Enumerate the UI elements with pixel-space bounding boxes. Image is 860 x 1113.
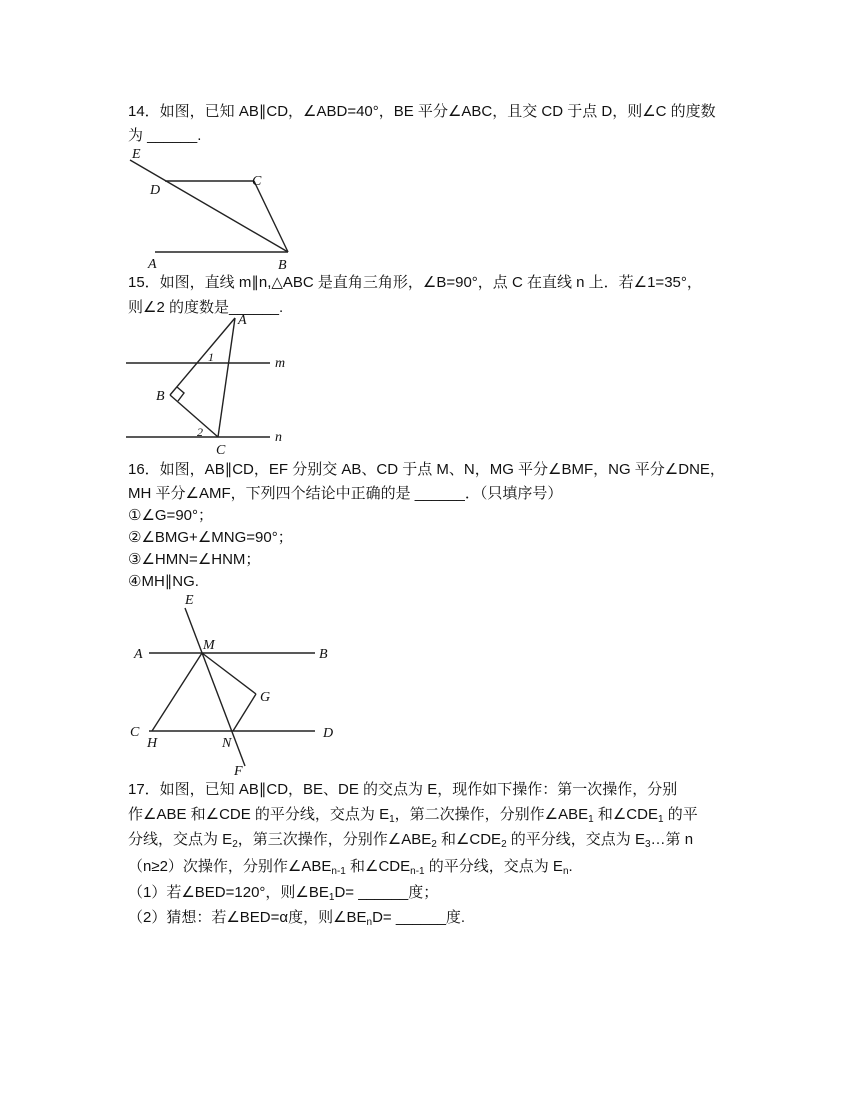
q14-figure	[120, 142, 310, 272]
q17-text-line4: （n≥2）次操作，分别作$\angle ABE_{n-1}$ 和$\angle CDE_{n-1}$ 的平分线，交点为 $E_n$.	[128, 858, 573, 877]
q14-label-C: C	[252, 174, 262, 189]
q15-figure	[120, 310, 300, 458]
q16-option-3: ③∠HMN=∠HNM；	[128, 551, 261, 568]
q16-label-F: F	[234, 764, 243, 779]
q16-line-EF	[185, 608, 245, 766]
q14-text-line2: 为 ______.	[128, 127, 202, 144]
q15-label-A: A	[238, 313, 247, 328]
q15-label-m: m	[275, 356, 286, 371]
q16-label-M: M	[203, 638, 215, 653]
q16-text-line2: MH 平分∠AMF，下列四个结论中正确的是 ______．（只填序号）	[128, 485, 563, 502]
q16-segment-NG	[233, 694, 256, 731]
q16-label-C: C	[130, 725, 140, 740]
q15-label-1: 1	[208, 350, 214, 364]
q17-part1: （1）若∠BED=120°，则$\angle BE_1D=$ ______度；	[128, 884, 439, 903]
q17-text-line2: 作∠ABE 和∠CDE 的平分线，交点为 $E_1$，第二次操作，分别作$\angle ABE_1$ 和$\angle CDE_1$ 的平	[128, 806, 698, 825]
q16-option-2: ②∠BMG+∠MNG=90°；	[128, 529, 293, 546]
q17-text-line1: 17．如图，已知 AB∥CD，BE、DE 的交点为 E，现作如下操作：第一次操作，分别	[128, 781, 678, 798]
q16-label-B: B	[319, 647, 328, 662]
q17-text-line3: 分线，交点为 $E_2$，第三次操作，分别作$\angle ABE_2$ 和$\angle CDE_2$ 的平分线，交点为 $E_3\dots$第 n	[128, 831, 694, 850]
q15-right-angle-mark	[177, 387, 184, 401]
q14-label-B: B	[278, 258, 287, 273]
q16-text-line1: 16．如图，AB∥CD，EF 分别交 AB、CD 于点 M、N，MG 平分∠BMF，NG 平分∠DNE，	[128, 461, 725, 478]
q16-option-1: ①∠G=90°；	[128, 507, 214, 524]
q16-label-A: A	[134, 647, 143, 662]
q14-label-A: A	[148, 257, 157, 272]
q16-figure	[125, 590, 345, 780]
q16-label-N: N	[222, 736, 232, 751]
q14-line-ED-B	[130, 160, 288, 252]
q15-text-line2: 则∠2 的度数是______.	[128, 299, 284, 316]
q16-label-G: G	[260, 690, 271, 705]
q15-text-line1: 15．如图，直线 m∥n,△ABC 是直角三角形，∠B=90°，点 C 在直线 n 上．若∠1=35°，	[128, 274, 702, 291]
q16-label-H: H	[147, 736, 158, 751]
q14-text-line1: 14．如图，已知 AB∥CD，∠ABD=40°，BE 平分∠ABC，且交 CD 于点 D，则∠C 的度数	[128, 103, 716, 120]
q15-label-B: B	[156, 389, 165, 404]
q17-part2: （2）猜想：若∠BED=α度，则$\angle BE_nD=$ ______度.	[128, 909, 466, 928]
q16-label-E: E	[185, 593, 194, 608]
q15-label-2: 2	[197, 425, 203, 439]
q16-segment-MH	[152, 653, 202, 731]
q15-label-n: n	[275, 430, 282, 445]
q14-label-D: D	[150, 183, 161, 198]
q16-label-D: D	[323, 726, 334, 741]
q15-side-BC	[170, 395, 218, 437]
q15-label-C: C	[216, 443, 226, 458]
q16-option-4: ④MH∥NG.	[128, 573, 199, 590]
q14-label-E: E	[132, 147, 141, 162]
